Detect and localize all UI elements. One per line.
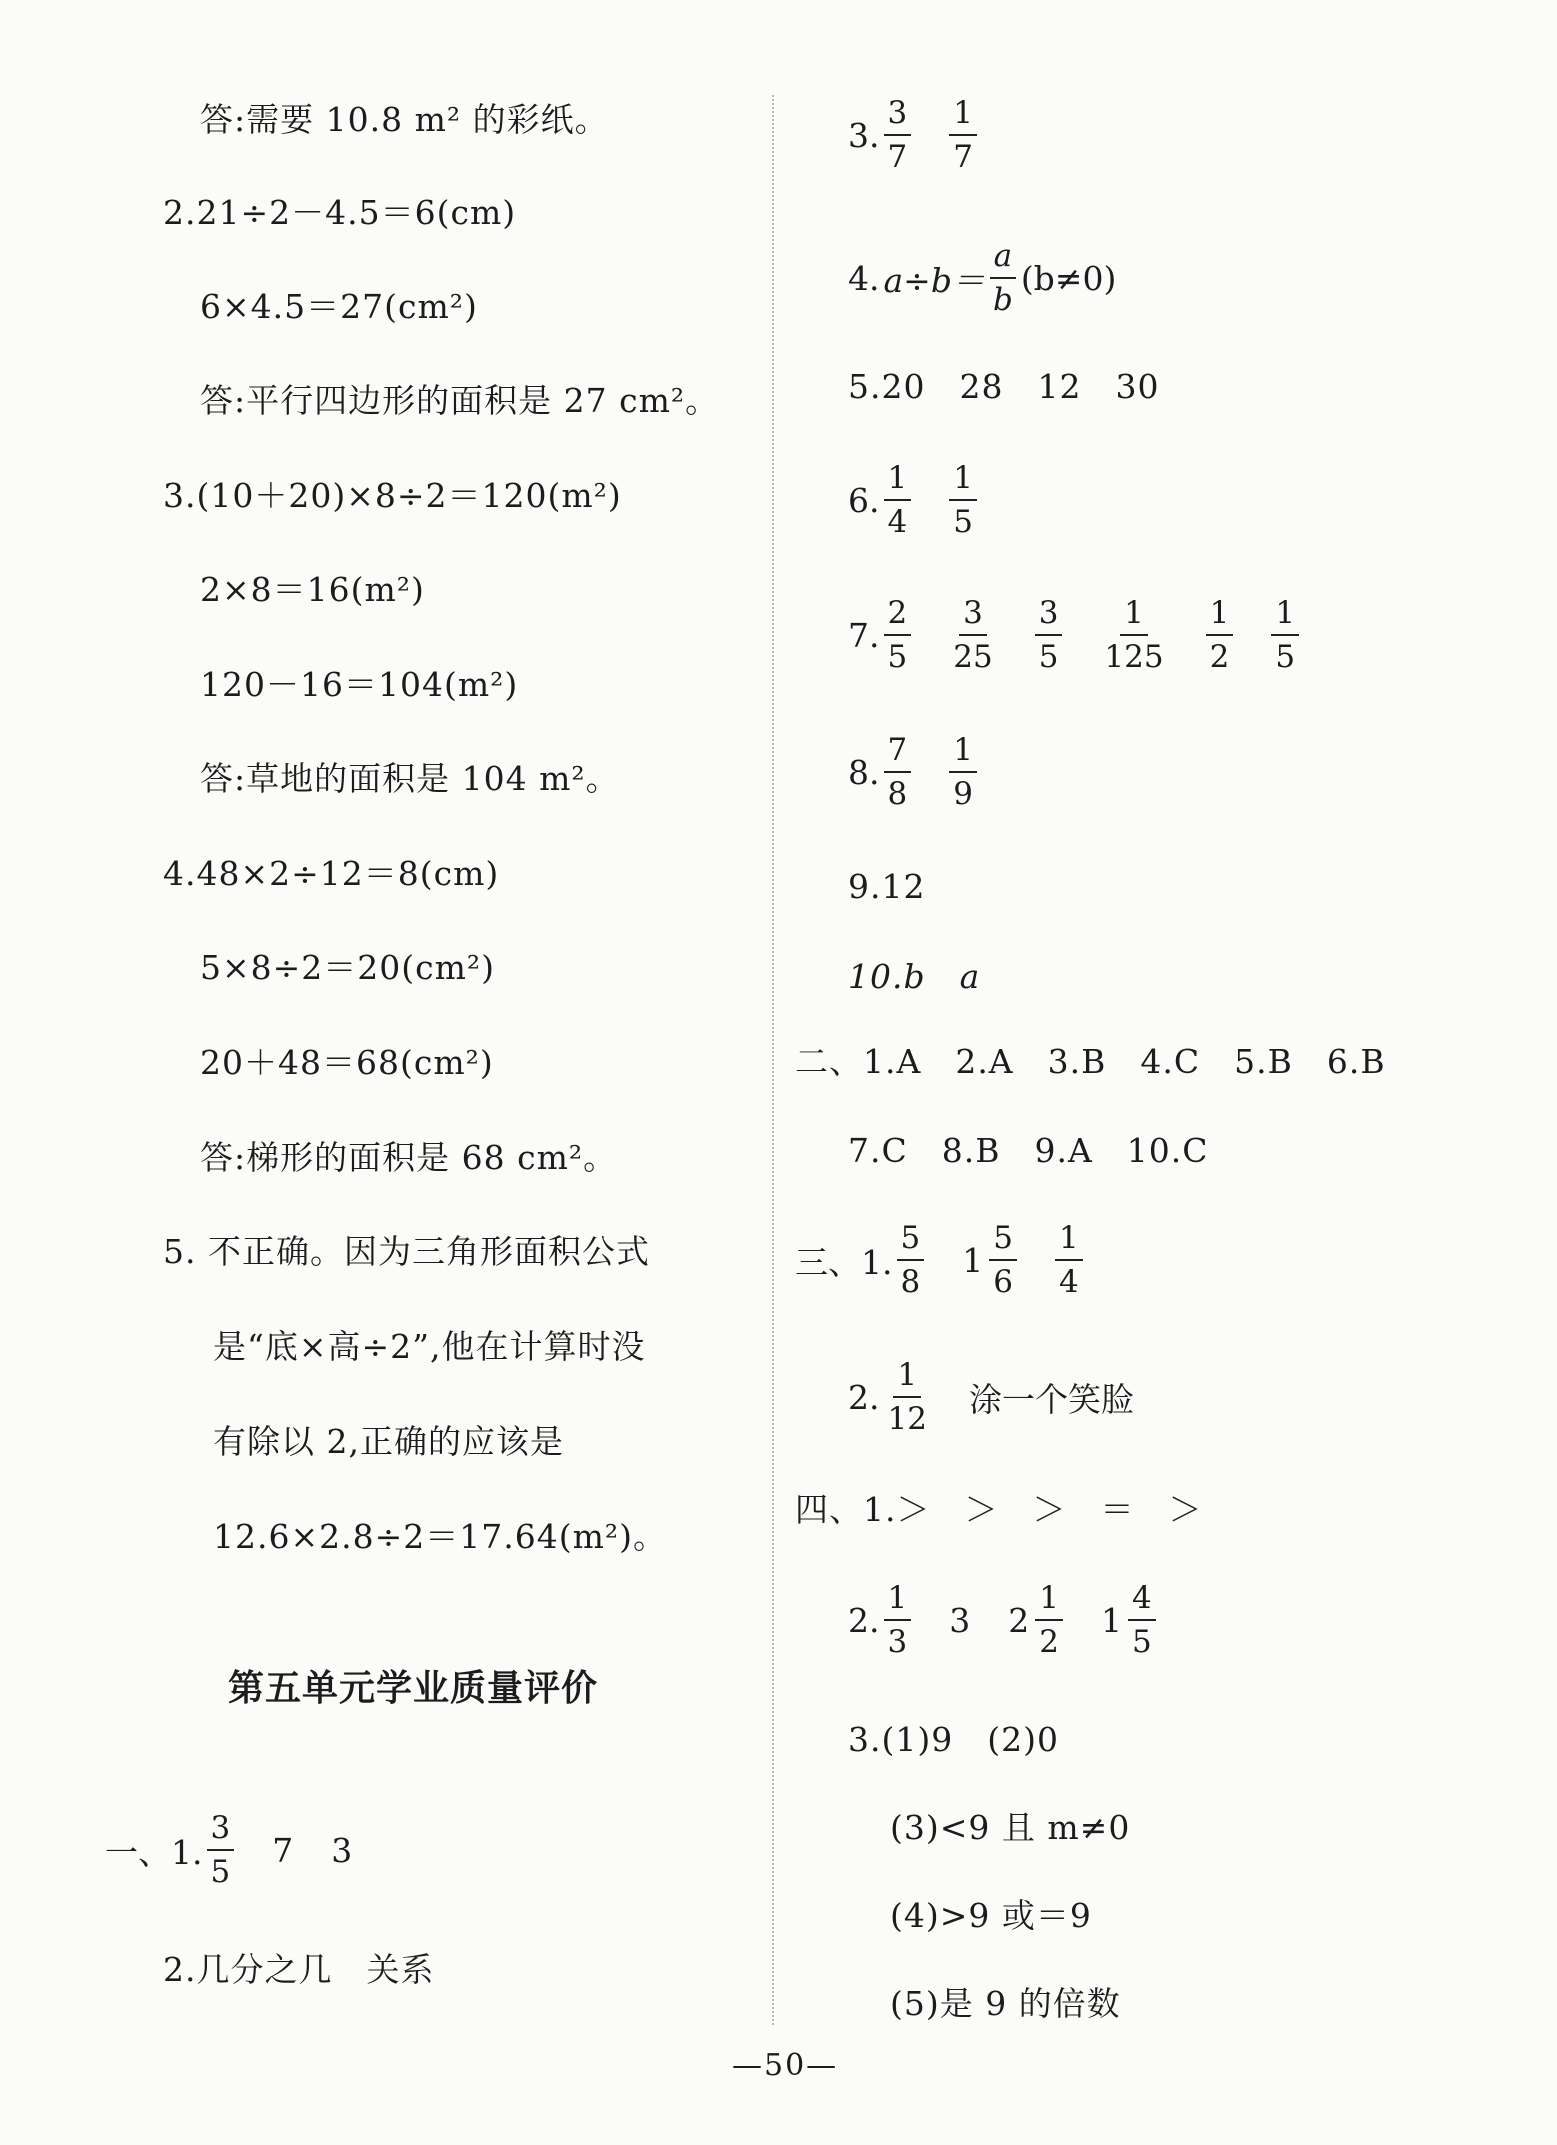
fraction: $\frac{1}{5}$ [949,460,977,540]
answer-line-7: 120－16＝104(m²) [200,665,519,704]
answer-line-s4-3-4: (5)是 9 的倍数 [890,1984,1121,2023]
fraction: $\frac{3}{7}$ [884,95,912,175]
answer-line-16: 12.6×2.8÷2＝17.64(m²)。 [213,1517,667,1556]
answer-line-6: 2×8＝16(m²) [200,570,425,609]
answer-line-9: 4.48×2÷12＝8(cm) [163,854,500,893]
fraction: $\frac{5}{8}$ [897,1220,925,1300]
fraction: $\frac{1}{125}$ [1104,595,1164,675]
answer-line-13: 5. 不正确。因为三角形面积公式 [163,1232,650,1271]
section-title: 第五单元学业质量评价 [228,1668,599,1709]
answer-row-s4-2: 2. $\frac{1}{3}$ 3 2 $\frac{1}{2}$ 1 $\frac{4}{5}$ [848,1580,1194,1660]
answer-row-s1-1 [105,1810,390,1890]
fraction: $\frac{3}{5}$ [1035,595,1063,675]
answer-line-r9: 9.12 [848,867,926,906]
answer-value: 3 [331,1830,353,1870]
formula-condition: (b≠0) [1020,258,1117,298]
fraction: $\frac{3}{5}$ [207,1810,235,1890]
answer-line-5: 3.(10＋20)×8÷2＝120(m²) [163,476,622,515]
answer-row-r7: 7. $\frac{2}{5}$ $\frac{3}{25}$ $\frac{3}{5}$ $\frac{1}{125}$ $\frac{1}{2}$ $\frac{1}{5}$ [848,595,1337,675]
answer-line-4: 答:平行四边形的面积是 27 cm²。 [200,381,720,420]
answer-line-s1-2: 2.几分之几 关系 [163,1950,435,1989]
answer-line-s2-1: 二、1.A 2.A 3.B 4.C 5.B 6.B [795,1042,1386,1081]
answer-row-s3-2: 2. $\frac{1}{12}$ 涂一个笑脸 [848,1357,1134,1437]
answer-line-8: 答:草地的面积是 104 m²。 [200,759,620,798]
fraction: $\frac{a}{b}$ [989,238,1017,318]
fraction: $\frac{1}{4}$ [884,460,912,540]
answer-line-15: 有除以 2,正确的应该是 [213,1422,564,1461]
answer-line-12: 答:梯形的面积是 68 cm²。 [200,1138,618,1177]
column-divider [772,95,774,2025]
row-label: 一、1. [105,1832,203,1872]
answer-line-1: 答:需要 10.8 m² 的彩纸。 [200,100,609,139]
answer-line-s4-3-2: (3)<9 且 m≠0 [890,1808,1131,1847]
fraction: $\frac{1}{4}$ [1055,1220,1083,1300]
answer-line-14: 是“底×高÷2”,他在计算时没 [213,1327,646,1366]
fraction: $\frac{1}{12}$ [887,1357,927,1437]
answer-row-r6: 6. $\frac{1}{4}$ $\frac{1}{5}$ [848,460,1015,540]
fraction: $\frac{2}{5}$ [884,595,912,675]
formula-left: a÷b＝ [883,260,985,300]
answer-line-s2-2: 7.C 8.B 9.A 10.C [848,1131,1209,1170]
answer-text: 涂一个笑脸 [968,1379,1134,1419]
answer-value: 7 [272,1830,294,1870]
answer-line-11: 20＋48＝68(cm²) [200,1043,494,1082]
answer-line-r10: 10.b a [848,957,981,996]
answer-line-10: 5×8÷2＝20(cm²) [200,948,496,987]
fraction: $\frac{4}{5}$ [1128,1580,1156,1660]
fraction: $\frac{5}{6}$ [989,1220,1017,1300]
answer-line-r5: 5.20 28 12 30 [848,367,1160,406]
answer-row-s3-1: 三、1. $\frac{5}{8}$ 1 $\frac{5}{6}$ $\frac{1}{4}$ [795,1220,1121,1300]
fraction: $\frac{1}{9}$ [949,732,977,812]
fraction: $\frac{1}{2}$ [1206,595,1234,675]
fraction: $\frac{1}{5}$ [1271,595,1299,675]
answer-line-s4-3-3: (4)>9 或＝9 [890,1896,1092,1935]
answer-row-r4: 4. a÷b＝ $\frac{a}{b}$ (b≠0) [848,238,1117,318]
answer-line-3: 6×4.5＝27(cm²) [200,287,478,326]
fraction: $\frac{7}{8}$ [884,732,912,812]
answer-line-s4-1: 四、1.＞ ＞ ＞ ＝ ＞ [795,1490,1203,1529]
answer-row-r3: 3. $\frac{3}{7}$ $\frac{1}{7}$ [848,95,1015,175]
page-number: —50— [732,2048,839,2083]
fraction: $\frac{3}{25}$ [953,595,993,675]
answer-line-s4-3-1: 3.(1)9 (2)0 [848,1720,1059,1759]
answer-row-r8: 8. $\frac{7}{8}$ $\frac{1}{9}$ [848,732,1015,812]
fraction: $\frac{1}{3}$ [884,1580,912,1660]
answer-line-2: 2.21÷2－4.5＝6(cm) [163,193,517,232]
fraction: $\frac{1}{2}$ [1035,1580,1063,1660]
fraction: $\frac{1}{7}$ [949,95,977,175]
answer-value: 3 [949,1600,971,1640]
